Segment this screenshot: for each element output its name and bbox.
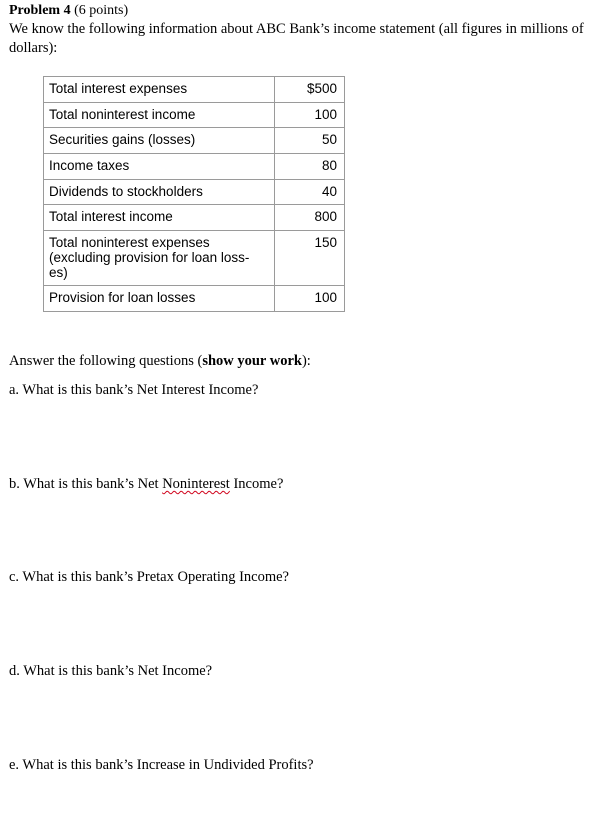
row-value: 50 <box>275 128 345 154</box>
answer-instructions <box>9 352 311 370</box>
row-label: Total interest expenses <box>44 77 275 103</box>
row-label: Total noninterest expenses (excluding provision for loan loss-es) <box>44 231 275 286</box>
table-row <box>44 286 345 312</box>
row-value: 40 <box>275 179 345 205</box>
problem-heading <box>9 2 128 19</box>
row-label: Securities gains (losses) <box>44 128 275 154</box>
row-label: Income taxes <box>44 154 275 180</box>
table-row <box>44 179 345 205</box>
table-row <box>44 77 345 103</box>
question-c: c. What is this bank’s Pretax Operating Income? <box>9 569 289 585</box>
income-statement-table <box>43 76 345 312</box>
row-value: 100 <box>275 102 345 128</box>
row-label: Provision for loan losses <box>44 286 275 312</box>
question-b-start: b. What is this bank’s Net <box>9 476 163 492</box>
table-row <box>44 231 345 286</box>
answer-suffix: ): <box>301 353 311 369</box>
row-label: Total noninterest income <box>44 102 275 128</box>
question-e: e. What is this bank’s Increase in Undivided Profits? <box>9 757 314 773</box>
answer-prefix: Answer the following questions ( <box>9 353 203 369</box>
problem-points: (6 points) <box>70 3 129 18</box>
question-b <box>9 475 283 493</box>
table-row <box>44 205 345 231</box>
answer-bold: show your work <box>202 353 302 369</box>
row-value: 80 <box>275 154 345 180</box>
problem-title: Problem 4 <box>9 3 71 18</box>
row-value: $500 <box>275 77 345 103</box>
table-row <box>44 154 345 180</box>
row-label: Total interest income <box>44 205 275 231</box>
question-d: d. What is this bank’s Net Income? <box>9 663 213 679</box>
row-label: Dividends to stockholders <box>44 179 275 205</box>
table-row <box>44 128 345 154</box>
table-row <box>44 102 345 128</box>
question-b-end: Income? <box>229 476 284 492</box>
row-value: 100 <box>275 286 345 312</box>
spellcheck-flagged-word: Noninterest <box>162 476 230 492</box>
row-value: 800 <box>275 205 345 231</box>
question-a: a. What is this bank’s Net Interest Income? <box>9 382 259 398</box>
problem-intro: We know the following information about ABC Bank’s income statement (all figures in millions of dollars): <box>9 21 584 56</box>
row-value: 150 <box>275 231 345 286</box>
